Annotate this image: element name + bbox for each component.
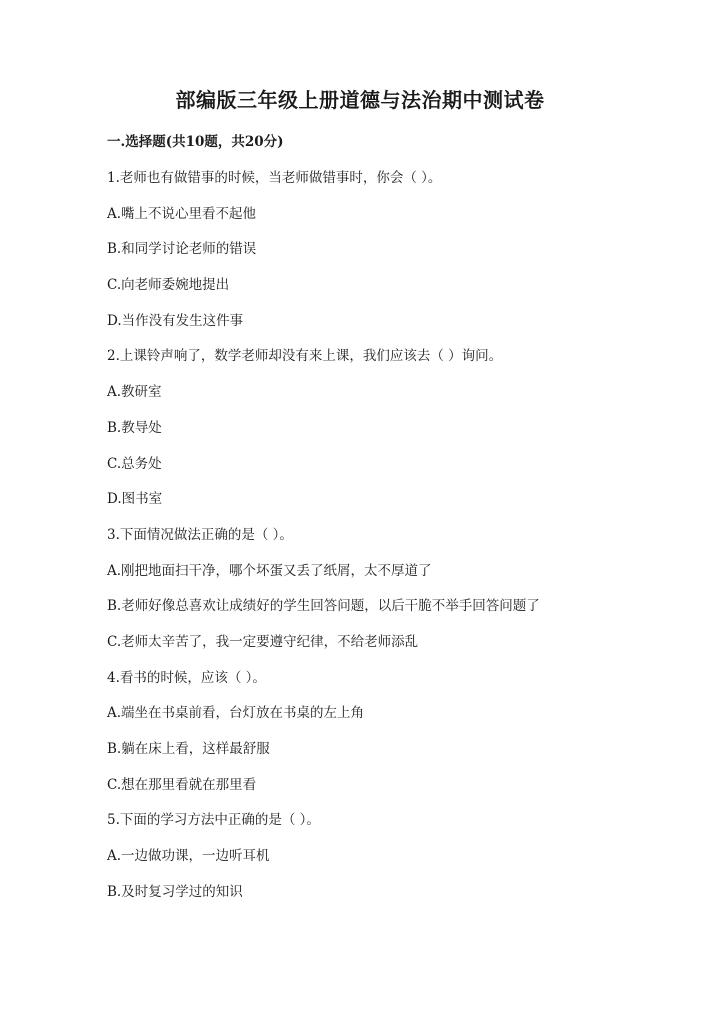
- section-heading: 一.选择题(共10题，共20分): [107, 134, 284, 150]
- question-stem-2: 2.上课铃声响了，数学老师却没有来上课，我们应该去（ ）询问。: [107, 348, 503, 364]
- question-4-option-c: C.想在那里看就在那里看: [107, 777, 257, 793]
- question-3-option-b: B.老师好像总喜欢让成绩好的学生回答问题，以后干脆不举手回答问题了: [107, 598, 540, 614]
- question-3-option-c: C.老师太辛苦了，我一定要遵守纪律，不给老师添乱: [107, 634, 419, 650]
- question-1-option-b: B.和同学讨论老师的错误: [107, 241, 257, 257]
- question-4-option-a: A.端坐在书桌前看，台灯放在书桌的左上角: [107, 705, 365, 721]
- question-1-option-c: C.向老师委婉地提出: [107, 277, 230, 293]
- question-stem-5: 5.下面的学习方法中正确的是（ ）。: [107, 812, 320, 828]
- question-5-option-a: A.一边做功课，一边听耳机: [107, 848, 270, 864]
- question-1-option-a: A.嘴上不说心里看不起他: [107, 206, 257, 222]
- question-2-option-b: B.教导处: [107, 420, 162, 436]
- question-2-option-c: C.总务处: [107, 456, 162, 472]
- question-stem-3: 3.下面情况做法正确的是（ ）。: [107, 527, 293, 543]
- question-3-option-a: A.刚把地面扫干净，哪个坏蛋又丢了纸屑，太不厚道了: [107, 563, 432, 579]
- question-2-option-d: D.图书室: [107, 491, 163, 507]
- question-4-option-b: B.躺在床上看，这样最舒服: [107, 741, 270, 757]
- page-title: 部编版三年级上册道德与法治期中测试卷: [175, 88, 545, 112]
- question-2-option-a: A.教研室: [107, 384, 162, 400]
- question-stem-4: 4.看书的时候，应该（ ）。: [107, 670, 266, 686]
- question-5-option-b: B.及时复习学过的知识: [107, 884, 243, 900]
- question-1-option-d: D.当作没有发生这件事: [107, 313, 244, 329]
- question-stem-1: 1.老师也有做错事的时候，当老师做错事时，你会（ ）。: [107, 170, 442, 186]
